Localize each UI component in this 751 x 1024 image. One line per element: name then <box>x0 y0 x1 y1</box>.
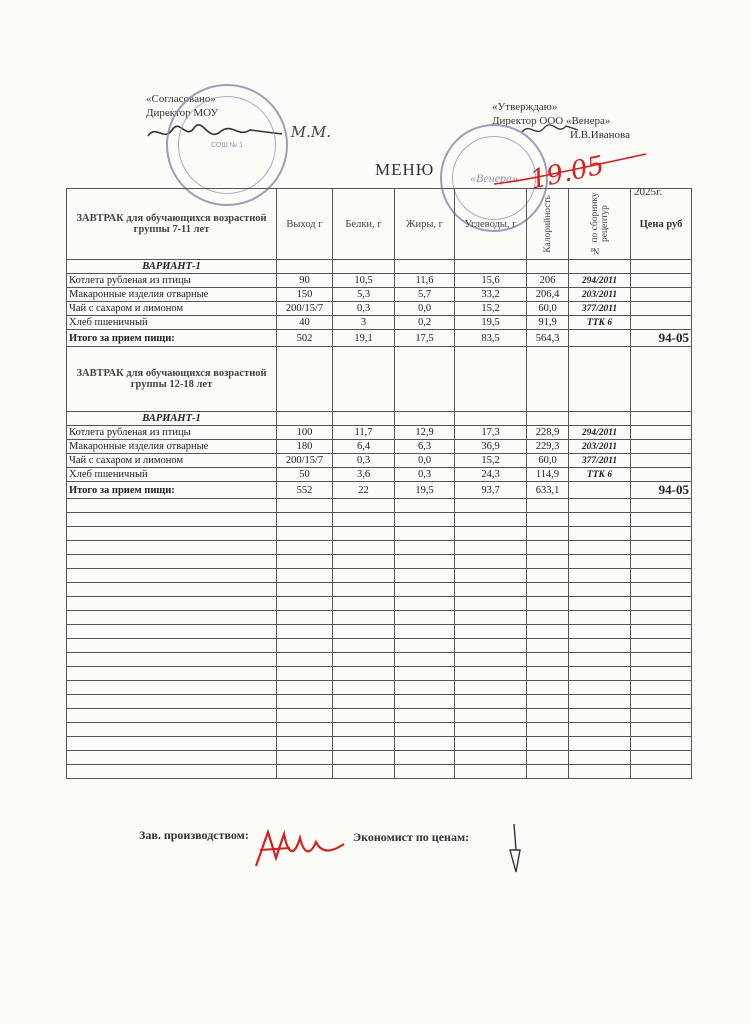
cell-carbs: 15,2 <box>455 302 527 316</box>
table-row <box>67 440 692 454</box>
empty-row <box>67 709 692 723</box>
blank-rows <box>67 499 692 779</box>
cell-protein: 6,4 <box>333 440 395 454</box>
cell-recipe: 377/2011 <box>569 302 631 316</box>
total-carbs: 93,7 <box>455 482 527 499</box>
cell-calories: 114,9 <box>527 468 569 482</box>
empty-row <box>67 723 692 737</box>
menu-table <box>66 188 692 779</box>
red-date-stroke-icon <box>490 150 650 190</box>
dish-name: Макаронные изделия отварные <box>67 440 277 454</box>
approval-left-line2: Директор МОУ <box>146 107 219 119</box>
cell-carbs: 19,5 <box>455 316 527 330</box>
signature-initials: М.М. <box>290 123 332 141</box>
empty-row <box>67 555 692 569</box>
col-calories <box>527 189 569 260</box>
empty-row <box>67 751 692 765</box>
cell-out: 90 <box>277 274 333 288</box>
empty-row <box>67 653 692 667</box>
stamp-right-text: «Венера» <box>470 170 518 185</box>
dish-name: Чай с сахаром и лимоном <box>67 302 277 316</box>
stamp-left-text: СОШ № 1 <box>210 141 244 149</box>
table-row <box>67 302 692 316</box>
total-calories: 564,3 <box>527 330 569 347</box>
footer-economist: Экономист по ценам: <box>353 830 470 844</box>
total-protein: 22 <box>333 482 395 499</box>
cell-recipe: 203/2011 <box>569 288 631 302</box>
cell-calories: 60,0 <box>527 454 569 468</box>
table-row <box>67 426 692 440</box>
approval-right-line3: И.В.Иванова <box>570 129 630 141</box>
empty-row <box>67 681 692 695</box>
table-row <box>67 468 692 482</box>
empty-row <box>67 583 692 597</box>
cell-calories: 91,9 <box>527 316 569 330</box>
cell-fat: 0,2 <box>395 316 455 330</box>
variant-row <box>67 412 692 426</box>
cell-protein: 0,3 <box>333 302 395 316</box>
empty-row <box>67 667 692 681</box>
variant-row <box>67 260 692 274</box>
total-carbs: 83,5 <box>455 330 527 347</box>
cell-out: 180 <box>277 440 333 454</box>
cell-carbs: 15,2 <box>455 454 527 468</box>
cell-calories: 206 <box>527 274 569 288</box>
empty-row <box>67 625 692 639</box>
footer-production-chief: Зав. производством: <box>139 828 249 842</box>
cell-recipe: 294/2011 <box>569 426 631 440</box>
table-row <box>67 274 692 288</box>
handwritten-date: 19.05 <box>527 150 607 196</box>
cell-carbs: 24,3 <box>455 468 527 482</box>
col-out: Выход г <box>277 189 333 260</box>
economist-signature-icon <box>500 820 530 880</box>
empty-row <box>67 499 692 513</box>
group1-title: ЗАВТРАК для обучающихся возрастной группы 7-11 лет <box>67 189 277 260</box>
cell-protein: 5,3 <box>333 288 395 302</box>
col-recipe-label: № по сборнику рецептур <box>589 192 610 256</box>
approval-left-line1: «Согласовано» <box>146 93 216 105</box>
variant-label: ВАРИАНТ-1 <box>67 260 277 274</box>
cell-calories: 60,0 <box>527 302 569 316</box>
dish-name: Котлета рубленая из птицы <box>67 426 277 440</box>
col-calories-label: Калорийность <box>542 195 553 253</box>
cell-protein: 11,7 <box>333 426 395 440</box>
cell-carbs: 36,9 <box>455 440 527 454</box>
col-recipe <box>569 189 631 260</box>
cell-out: 200/15/7 <box>277 454 333 468</box>
total-calories: 633,1 <box>527 482 569 499</box>
cell-carbs: 15,6 <box>455 274 527 288</box>
table-row <box>67 288 692 302</box>
cell-out: 40 <box>277 316 333 330</box>
empty-row <box>67 513 692 527</box>
total-price: 94-05 <box>631 330 692 347</box>
cell-calories: 206,4 <box>527 288 569 302</box>
cell-recipe: ТТК 6 <box>569 468 631 482</box>
page-title: МЕНЮ <box>375 160 435 179</box>
cell-protein: 0,3 <box>333 454 395 468</box>
total-out: 552 <box>277 482 333 499</box>
cell-fat: 6,3 <box>395 440 455 454</box>
cell-fat: 0,3 <box>395 468 455 482</box>
cell-out: 200/15/7 <box>277 302 333 316</box>
total-price: 94-05 <box>631 482 692 499</box>
empty-row <box>67 541 692 555</box>
table-row <box>67 454 692 468</box>
col-price: Цена руб <box>631 189 692 260</box>
year-label: 2025г. <box>634 186 663 198</box>
cell-fat: 11,6 <box>395 274 455 288</box>
col-fat: Жиры, г <box>395 189 455 260</box>
dish-name: Макаронные изделия отварные <box>67 288 277 302</box>
empty-row <box>67 597 692 611</box>
cell-recipe: 377/2011 <box>569 454 631 468</box>
cell-fat: 0,0 <box>395 454 455 468</box>
table-header-row <box>67 189 692 260</box>
cell-protein: 3 <box>333 316 395 330</box>
col-protein: Белки, г <box>333 189 395 260</box>
total-row <box>67 330 692 347</box>
cell-protein: 10,5 <box>333 274 395 288</box>
cell-recipe: 203/2011 <box>569 440 631 454</box>
total-fat: 19,5 <box>395 482 455 499</box>
cell-calories: 229,3 <box>527 440 569 454</box>
empty-row <box>67 765 692 779</box>
red-signature-icon <box>250 814 350 874</box>
variant-label: ВАРИАНТ-1 <box>67 412 277 426</box>
table-row <box>67 316 692 330</box>
approval-right-line1: «Утверждаю» <box>492 101 558 113</box>
cell-out: 100 <box>277 426 333 440</box>
total-out: 502 <box>277 330 333 347</box>
total-label: Итого за прием пищи: <box>67 482 277 499</box>
total-label: Итого за прием пищи: <box>67 330 277 347</box>
cell-protein: 3,6 <box>333 468 395 482</box>
approval-right-line2: Директор ООО «Венера» <box>492 115 611 127</box>
cell-carbs: 17,3 <box>455 426 527 440</box>
dish-name: Котлета рубленая из птицы <box>67 274 277 288</box>
empty-row <box>67 527 692 541</box>
col-carbs: Углеводы, г <box>455 189 527 260</box>
dish-name: Хлеб пшеничный <box>67 468 277 482</box>
cell-out: 150 <box>277 288 333 302</box>
cell-calories: 228,9 <box>527 426 569 440</box>
empty-row <box>67 737 692 751</box>
empty-row <box>67 569 692 583</box>
cell-recipe: 294/2011 <box>569 274 631 288</box>
cell-recipe: ТТК 6 <box>569 316 631 330</box>
cell-fat: 5,7 <box>395 288 455 302</box>
cell-fat: 0,0 <box>395 302 455 316</box>
cell-fat: 12,9 <box>395 426 455 440</box>
group2-title: ЗАВТРАК для обучающихся возрастной группы 12-18 лет <box>67 347 277 412</box>
dish-name: Чай с сахаром и лимоном <box>67 454 277 468</box>
total-protein: 19,1 <box>333 330 395 347</box>
empty-row <box>67 639 692 653</box>
cell-out: 50 <box>277 468 333 482</box>
group2-header-row <box>67 347 692 412</box>
total-row <box>67 482 692 499</box>
empty-row <box>67 611 692 625</box>
cell-carbs: 33,2 <box>455 288 527 302</box>
empty-row <box>67 695 692 709</box>
total-fat: 17,5 <box>395 330 455 347</box>
dish-name: Хлеб пшеничный <box>67 316 277 330</box>
